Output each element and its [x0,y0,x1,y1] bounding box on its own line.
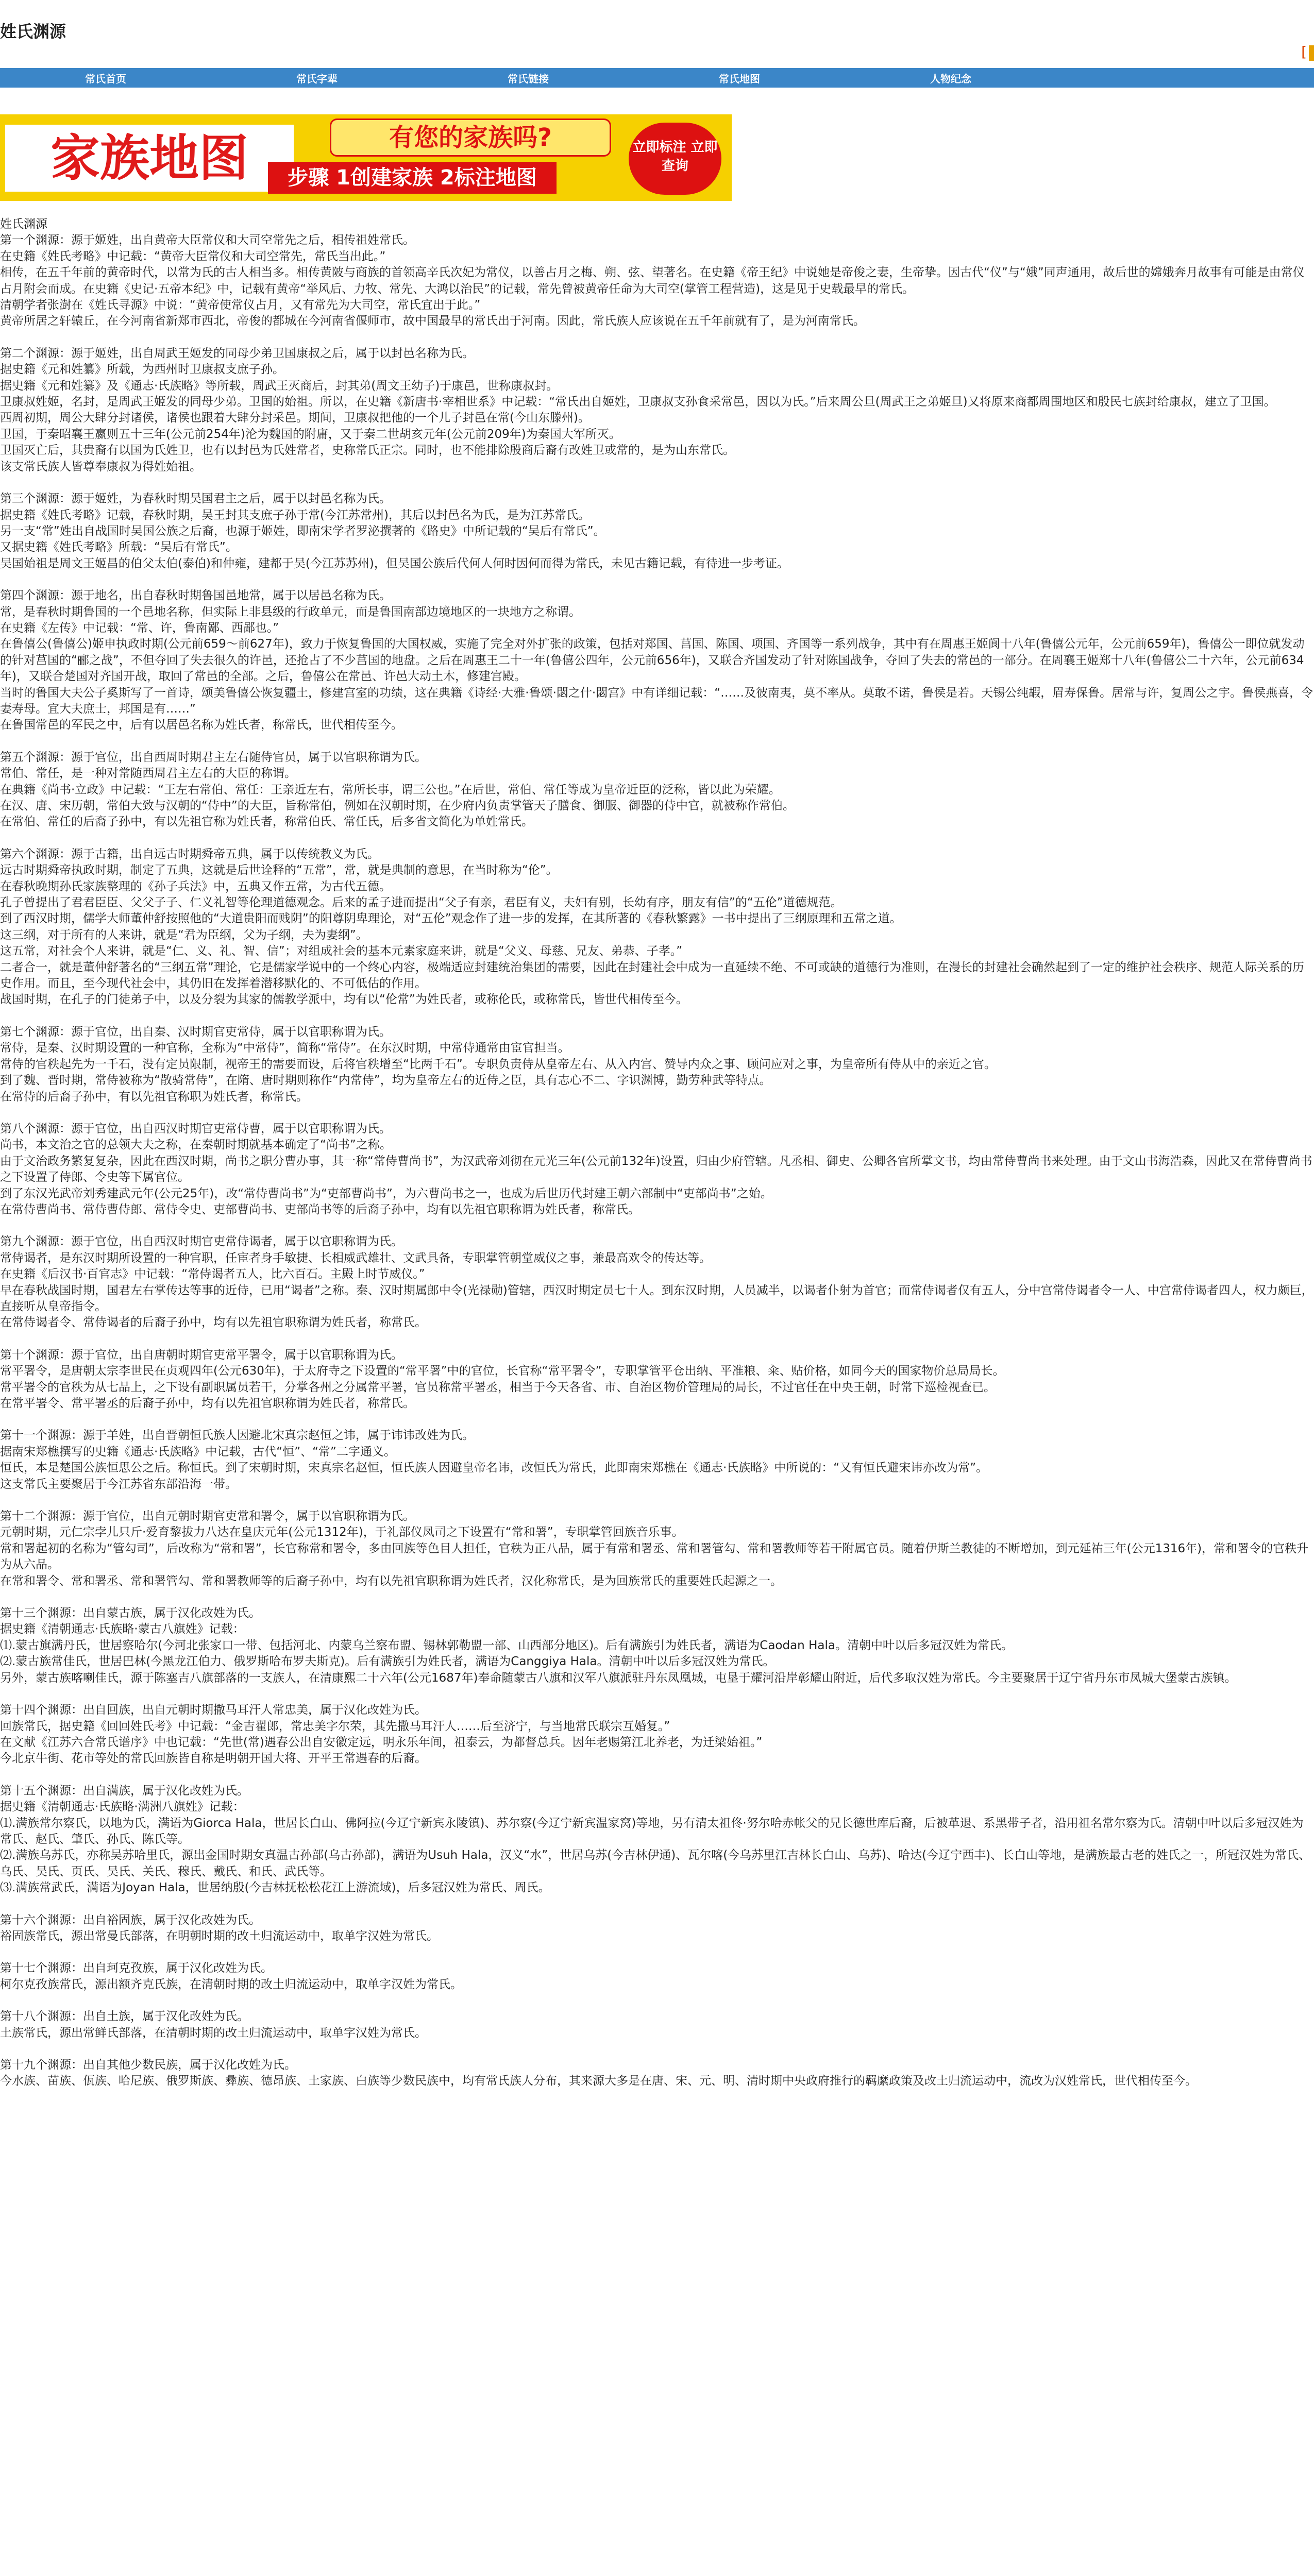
article-paragraph: 第十个渊源：源于官位，出自唐朝时期官吏常平署令，属于以官职称谓为氏。 [0,1348,403,1362]
article-paragraph: 在常伯、常任的后裔子孙中，有以先祖官称为姓氏者，称常伯氏、常任氏，后多省文简化为单姓常氏。 [0,815,533,829]
article-paragraph: 该支常氏族人皆尊奉康叔为得姓始祖。 [0,460,201,473]
article-paragraph: 第九个渊源：源于官位，出自西汉时期官吏常侍谒者，属于以官职称谓为氏。 [0,1235,403,1249]
article-paragraph: 到了魏、晋时期，常侍被称为“散骑常侍”，在隋、唐时期则称作“内常侍”，均为皇帝左右的近侍之臣，具有志心不二、字识渊博，勤劳种武等特点。 [0,1074,771,1088]
article-paragraph: 第十七个渊源：出自珂克孜族，属于汉化改姓为氏。 [0,1961,273,1975]
paragraph-gap [0,1331,1314,1347]
article-paragraph: 裕固族常氏，源出常曼氏部落，在明朝时期的改土归流运动中，取单字汉姓为常氏。 [0,1929,439,1943]
article-paragraph: 常和署起初的名称为“管勾司”，后改称为“常和署”，长官称常和署令，多由回族等色目人担任，官秩为正八品，属于有常和署丞、常和署管勾、常和署教师等若干附属官员。随着伊斯兰教徒的不断增加，到元延祐三年(公元1316年)，常和署令的官秩升为从六品。 [0,1541,1309,1572]
article-paragraph: 第四个渊源：源于地名，出自春秋时期鲁国邑地常，属于以居邑名称为氏。 [0,589,391,603]
paragraph-gap [0,1944,1314,1960]
article-paragraph: ⑴.满族常尔察氏，以地为氏，满语为Giorca Hala，世居长白山、佛阿拉(今辽宁新宾永陵镇)、苏尔察(今辽宁新宾温家窝)等地，另有清太祖佟·努尔哈赤帐父的兄长德世库后裔，后被革退、系黑带子者，沿用祖名常尔察为氏。清朝中叶以后多冠汉姓为常氏、赵氏、肇氏、孙氏、陈氏等。 [0,1816,1304,1846]
top-navbar [0,68,1314,88]
article-paragraph: 据史籍《清朝通志·氏族略·蒙古八旗姓》记载： [0,1622,245,1636]
article-paragraph: 清朝学者张澍在《姓氏寻源》中说：“黄帝使常仪占月，又有常先为大司空，常氏宜出于此。” [0,298,481,312]
article-paragraph: 在史籍《后汉书·百官志》中记载：“常侍谒者五人，比六百石。主殿上时节威仪。” [0,1267,425,1281]
article-paragraph: 据史籍《元和姓纂》所载，为西州时卫康叔支庶子孙。 [0,363,284,377]
article-paragraph: 第八个渊源：源于官位，出自西汉时期官吏常侍曹，属于以官职称谓为氏。 [0,1122,391,1136]
paragraph-gap [0,1218,1314,1234]
nav-item-links[interactable]: 常氏链接 [508,72,549,85]
article-paragraph: ⑶.满族常武氏，满语为Joyan Hala，世居纳殷(今吉林抚松松花江上游流域)，后多冠汉姓为常氏、周氏。 [0,1881,550,1895]
paragraph-gap [0,475,1314,491]
article-paragraph: 今水族、苗族、佤族、哈尼族、俄罗斯族、彝族、德昂族、土家族、白族等少数民族中，均有常氏族人分布，其来源大多是在唐、宋、元、明、清时期中央政府推行的羁縻政策及改土归流运动中，流改为汉姓常氏，世代相传至今。 [0,2074,1197,2088]
article-paragraph: 卫国，于秦昭襄王嬴则五十三年(公元前254年)沦为魏国的附庸，又于秦二世胡亥元年(公元前209年)为秦国大军所灭。 [0,427,621,441]
article-paragraph: 这三纲，对于所有的人来讲，就是“君为臣纲，父为子纲，夫为妻纲”。 [0,928,368,942]
article-paragraph: 常侍，是秦、汉时期设置的一种官称，全称为“中常侍”，简称“常侍”。在东汉时期，中常侍通常由宦官担当。 [0,1041,570,1055]
article-paragraph: 第十八个渊源：出自土族，属于汉化改姓为氏。 [0,2010,249,2024]
paragraph-gap [0,2041,1314,2057]
paragraph-gap [0,1993,1314,2009]
banner-action-button[interactable]: 立即标注 立即查询 [629,123,721,195]
article-paragraph: 相传，在五千年前的黄帝时代，以常为氏的古人相当多。相传黄陂与商族的首领高辛氏次妃为常仪，以善占月之梅、朔、弦、望著名。在史籍《帝王纪》中说她是帝俊之妻，生帝挚。因古代“仪”与“娥”同声通用，故后世的嫦娥奔月故事有可能是由常仪占月附会而成。在史籍《史记·五帝本纪》中，记载有黄帝“举风后、力牧、常先、大鸿以治民”的记载，常先曾被黄帝任命为大司空(掌管工程营造)，这是见于史载最早的常氏。 [0,266,1305,296]
article-paragraph: 二者合一，就是董仲舒著名的“三纲五常”理论，它是儒家学说中的一个终心内容，极端适应封建统治集团的需要，因此在封建社会中成为一直延续不绝、不可或缺的道德行为准则，在漫长的封建社会确然起到了一定的维护社会秩序、规范人际关系的历史作用。而且，至今现代社会中，其仍旧在发挥着潜移默化的、不可低估的作用。 [0,960,1304,991]
article-paragraph: 卫国灭亡后，其贵裔有以国为氏姓卫，也有以封邑为氏姓常者，史称常氏正宗。同时，也不能排除殷商后裔有改姓卫或常的，是为山东常氏。 [0,444,735,457]
banner-question: 有您的家族吗? [330,118,611,157]
article-paragraph: 在典籍《尚书·立政》中记载：“王左右常伯、常任：王亲近左右，常所长事，谓三公也。”在后世，常伯、常任等成为皇帝近臣的泛称，皆以此为荣耀。 [0,783,781,796]
article-paragraph: 在春秋晚期孙氏家族整理的《孙子兵法》中，五典又作五常，为古代五德。 [0,879,391,893]
article-paragraph: 到了东汉光武帝刘秀建武元年(公元25年)，改“常侍曹尚书”为“吏部曹尚书”，为六曹尚书之一，也成为后世历代封建王朝六部制中“吏部尚书”之始。 [0,1187,772,1200]
article-paragraph: 另外，蒙古族喀喇佳氏，源于陈塞吉八旗部落的一支族人，在清康熙二十六年(公元1687年)奉命随蒙古八旗和汉军八旗派驻丹东凤凰城，屯垦于耀河沿岸彰耀山附近，后代多取汉姓为常氏。今主要聚居于辽宁省丹东市凤城大堡蒙古族镇。 [0,1671,1237,1685]
article-paragraph: 在文献《江苏六合常氏谱序》中也记载：“先世(常)遇春公出自安徽定远，明永乐年间，祖泰云，为都督总兵。因年老赐第江北养老，为迁梁始祖。” [0,1735,763,1749]
article-paragraph: 在常侍谒者令、常侍谒者的后裔子孙中，均有以先祖官职称谓为姓氏者，称常氏。 [0,1316,427,1330]
paragraph-gap [0,1686,1314,1702]
paragraph-gap [0,1767,1314,1783]
article-paragraph: 据南宋郑樵撰写的史籍《通志·氏族略》中记载，古代“恒”、“常”二字通义。 [0,1445,396,1459]
article-paragraph: 第二个渊源：源于姬姓，出自周武王姬发的同母少弟卫国康叔之后，属于以封邑名称为氏。 [0,346,474,360]
paragraph-gap [0,1412,1314,1428]
article-paragraph: 第十六个渊源：出自裕固族，属于汉化改姓为氏。 [0,1913,261,1927]
article-paragraph: 第十九个渊源：出自其他少数民族，属于汉化改姓为氏。 [0,2058,296,2072]
nav-item-memorial[interactable]: 人物纪念 [930,72,971,85]
article-paragraph: 常侍谒者，是东汉时期所设置的一种官职，任宦者身手敏捷、长相威武雄壮、文武具备，专职掌管朝堂威仪之事，兼最高欢令的传达等。 [0,1251,711,1265]
paragraph-gap [0,831,1314,846]
article-paragraph: 西周初期，周公大肆分封诸侯，诸侯也跟着大肆分封采邑。期间，卫康叔把他的一个儿子封邑在常(今山东滕州)。 [0,411,590,425]
article-paragraph: 第十四个渊源：出自回族，出自元朝时期撒马耳汗人常忠美，属于汉化改姓为氏。 [0,1703,427,1717]
article-paragraph: 在史籍《左传》中记载：“常、许，鲁南鄙、西鄙也。” [0,621,279,635]
article-paragraph: 第十一个渊源：源于羊姓，出自晋朝恒氏族人因避北宋真宗赵恒之讳，属于讳讳改姓为氏。 [0,1429,474,1443]
article-paragraph: 在鲁国常邑的军民之中，后有以居邑名称为姓氏者，称常氏，世代相传至今。 [0,718,403,732]
banner-main-text: 家族地图 [5,125,294,192]
paragraph-gap [0,1493,1314,1509]
article-paragraph: 柯尔克孜族常氏，源出额齐克氏族，在清朝时期的改土归流运动中，取单字汉姓为常氏。 [0,1977,462,1991]
family-map-banner[interactable] [0,114,732,201]
corner-glyph: [ [1301,43,1307,60]
article-paragraph: 黄帝所居之轩辕丘，在今河南省新郑市西北，帝俊的都城在今河南省偃师市，故中国最早的常氏出于河南。因此，常氏族人应该说在五千年前就有了，是为河南常氏。 [0,314,865,328]
article-paragraph: 恒氏，本是楚国公族恒思公之后。称恒氏。到了宋朝时期，宋真宗名赵恒，恒氏族人因避皇帝名讳，改恒氏为常氏，此即南宋郑樵在《通志·氏族略》中所说的：“又有恒氏避宋讳亦改为常”。 [0,1461,988,1475]
article-paragraph: 第六个渊源：源于古籍，出自远古时期舜帝五典，属于以传统教义为氏。 [0,847,379,861]
article-paragraph: ⑴.蒙古旗满丹氏，世居察哈尔(今河北张家口一带、包括河北、内蒙乌兰察布盟、锡林郭勒盟一部、山西部分地区)。后有满族引为姓氏者，满语为Caodan Hala。清朝中叶以后多冠汉姓为常氏。 [0,1638,1013,1652]
article-paragraph: 在常平署令、常平署丞的后裔子孙中，均有以先祖官职称谓为姓氏者，称常氏。 [0,1397,415,1410]
article-paragraph: 第十二个渊源：源于官位，出自元朝时期官吏常和署令，属于以官职称谓为氏。 [0,1510,415,1523]
article-paragraph: 远古时期舜帝执政时期，制定了五典，这就是后世诠释的“五常”，常，就是典制的意思，在当时称为“伦”。 [0,863,558,877]
article-paragraph: 这五常，对社会个人来讲，就是“仁、义、礼、智、信”；对组成社会的基本元素家庭来讲，就是“父义、母慈、兄友、弟恭、子孝。” [0,944,683,958]
article-paragraph: ⑵.蒙古族常佳氏，世居巴林(今黑龙江伯力、俄罗斯哈布罗夫斯克)。后有满族引为姓氏者，满语为Canggiya Hala。清朝中叶以后多冠汉姓为常氏。 [0,1655,775,1669]
article-heading: 姓氏渊源 [0,217,47,231]
article-paragraph: 常侍的官秩起先为一千石，没有定员限制，视帝王的需要而设，后将官秩增至“比两千石”。专职负责侍从皇帝左右、从入内宫、赞导内众之事、顾问应对之事，为皇帝所有侍从中的亲近之官。 [0,1057,996,1071]
corner-mark [1301,43,1314,61]
article-paragraph: 据史籍《元和姓纂》及《通志·氏族略》等所载，周武王灭商后，封其弟(周文王幼子)于康邑，世称康叔封。 [0,379,559,393]
article-paragraph: 在史籍《姓氏考略》中记载：“黄帝大臣常仪和大司空常先，常氏当出此。” [0,249,386,263]
article-paragraph: 常，是春秋时期鲁国的一个邑地名称，但实际上非县级的行政单元，而是鲁国南部边境地区的一块地方之称谓。 [0,605,581,619]
article-paragraph: 土族常氏，源出常鲜氏部落，在清朝时期的改土归流运动中，取单字汉姓为常氏。 [0,2026,427,2040]
article-paragraph: 据史籍《姓氏考略》记载，春秋时期，吴王封其支庶子孙于常(今江苏常州)，其后以封邑名为氏，是为江苏常氏。 [0,508,590,522]
article-paragraph: 卫康叔姓姬，名封，是周武王姬发的同母少弟。卫国的始祖。所以，在史籍《新唐书·宰相世系》中记载：“常氏出自姬姓，卫康叔支孙食采常邑，因以为氏。”后来周公旦(周武王之弟姬旦)又将原来商都周围地区和殷民七族封给康叔，建立了卫国。 [0,395,1276,409]
article-paragraph: 在鲁僖公(鲁僖公)姬申执政时期(公元前659～前627年)，致力于恢复鲁国的大国权威，实施了完全对外扩张的政策，包括对郑国、莒国、陈国、项国、齐国等一系列战争，其中有在周惠王姬阆十八年(鲁僖公元年，公元前659年)，鲁僖公一即位就发动的针对莒国的“郦之战”，不但夺回了失去很久的许邑，还抢占了不少莒国的地盘。之后在周惠王二十一年(鲁僖公四年，公元前656年)，又联合齐国发动了针对陈国战争，夺回了失去的常邑的一部分。在周襄王姬郑十八年(鲁僖公二十六年，公元前634年)，又联合楚国对齐国开战，取回了常邑的全部。之后，鲁僖公在常邑、许邑大动土木，修建宫殿。 [0,637,1305,684]
article-paragraph: 早在春秋战国时期，国君左右掌传达等事的近侍，已用“谒者”之称。秦、汉时期属郎中令(光禄勋)管辖，西汉时期定员七十人。到东汉时期，人员减半，以谒者仆射为首官；而常侍谒者仅有五人，分中宫常侍谒者令一人、中宫常侍谒者四人，权力颇巨，直接听从皇帝指令。 [0,1283,1313,1313]
page-title: 姓氏渊源 [0,22,66,41]
paragraph-gap [0,1589,1314,1605]
article-paragraph: 由于文治政务繁复复杂，因此在西汉时期，尚书之职分曹办事，其一称“常侍曹尚书”，为汉武帝刘彻在元光三年(公元前132年)设置，归由少府管辖。凡丞相、御史、公卿各官所掌文书，均由常侍曹尚书来处理。由于文山书海浩森，因此又在常侍曹尚书之下设置了侍郎、令史等下属官位。 [0,1154,1312,1184]
article-paragraph: 第十三个渊源：出自蒙古族，属于汉化改姓为氏。 [0,1606,261,1620]
paragraph-gap [0,1008,1314,1024]
article-paragraph: 到了西汉时期，儒学大师董仲舒按照他的“大道贵阳而贱阴”的阳尊阴卑理论，对“五伦”观念作了进一步的发挥，在其所著的《春秋繁露》一书中提出了三纲原理和五常之道。 [0,912,902,926]
paragraph-gap [0,1896,1314,1912]
article-paragraph: 回族常氏，据史籍《回回姓氏考》中记载：“金吉翟郎，常忠美字尔荣，其先撒马耳汗人……后至济宁，与当地常氏联宗互婚复。” [0,1719,670,1733]
article-paragraph: 在汉、唐、宋历朝，常伯大致与汉朝的“侍中”的大臣，旨称常伯，例如在汉朝时期，在少府内负责掌管天子膳食、御服、御器的侍中官，就被称作常伯。 [0,799,795,812]
article-paragraph: ⑵.满族乌苏氏，亦称吴苏哈里氏，源出金国时期女真温古孙部(乌古孙部)，满语为Usuh Hala，汉义“水”，世居乌苏(今吉林伊通)、瓦尔喀(今乌苏里江吉林长白山、乌苏)、哈达(今辽宁西丰)、长白山等地，是满族最古老的姓氏之一，所冠汉姓为常氏、乌氏、吴氏、页氏、吴氏、关氏、穆氏、戴氏、和氏、武氏等。 [0,1849,1311,1878]
paragraph-gap [0,572,1314,588]
article-body [0,216,1314,2090]
paragraph-gap [0,330,1314,346]
banner-steps: 步骤 1创建家族 2标注地图 [268,162,557,194]
article-paragraph: 第七个渊源：源于官位，出自秦、汉时期官吏常侍，属于以官职称谓为氏。 [0,1025,391,1039]
article-paragraph: 尚书，本文治之官的总领大夫之称，在秦朝时期就基本确定了“尚书”之称。 [0,1138,392,1152]
article-paragraph: 第十五个渊源：出自满族，属于汉化改姓为氏。 [0,1784,249,1798]
article-paragraph: 常平署令的官秩为从七品上，之下设有副职属员若干，分掌各州之分属常平署，官员称常平署丞，相当于今天各省、市、自治区物价管理局的局长，不过官任在中央王朝，时常下巡检视查已。 [0,1380,996,1394]
article-paragraph: 这支常氏主要聚居于今江苏省东部沿海一带。 [0,1477,237,1491]
article-paragraph: 当时的鲁国大夫公子奚斯写了一首诗，颂美鲁僖公恢复疆土，修建宫室的功绩，这在典籍《诗经·大雅·鲁颂·閟之什·閟宫》中有详细记载：“……及彼南夷，莫不率从。莫敢不诺，鲁侯是若。天锡公纯嘏，眉寿保鲁。居常与许，复周公之宇。鲁侯燕喜，令妻寿母。宜大夫庶士，邦国是有……” [0,686,1313,716]
article-paragraph: 常平署令，是唐朝太宗李世民在贞观四年(公元630年)，于太府寺之下设置的“常平署”中的官位，长官称“常平署令”，专职掌管平仓出纳、平准粮、籴、贴价格，如同今天的国家物价总局局长。 [0,1364,1005,1378]
article-paragraph: 在常侍曹尚书、常侍曹侍郎、常侍令史、吏部曹尚书、吏部尚书等的后裔子孙中，均有以先祖官职称谓为姓氏者，称常氏。 [0,1202,640,1216]
article-paragraph: 常伯、常任，是一种对常随西周君主左右的大臣的称谓。 [0,767,296,781]
nav-item-generation-names[interactable]: 常氏字辈 [296,72,338,85]
article-paragraph: 战国时期，在孔子的门徒弟子中，以及分裂为其家的儒教学派中，均有以“伦常”为姓氏者，或称伦氏，或称常氏，皆世代相传至今。 [0,993,688,1007]
paragraph-gap [0,1105,1314,1121]
article-paragraph: 元朝时期，元仁宗孛儿只斤·爱育黎拔力八达在皇庆元年(公元1312年)，于礼部仪凤司之下设置有“常和署”，专职掌管回族音乐事。 [0,1526,684,1539]
article-paragraph: 孔子曾提出了君君臣臣、父父子子、仁义礼智等伦理道德观念。后来的孟子进而提出“父子有亲，君臣有义，夫妇有别，长幼有序，朋友有信”的“五伦”道德规范。 [0,896,843,910]
article-paragraph: 吴国始祖是周文王姬昌的伯父太伯(泰伯)和仲雍，建都于吴(今江苏苏州)，但吴国公族后代何人何时因何而得为常氏，未见古籍记载，有待进一步考证。 [0,556,789,570]
article-paragraph: 在常侍的后裔子孙中，有以先祖官称职为姓氏者，称常氏。 [0,1090,308,1104]
article-paragraph: 另一支“常”姓出自战国时吴国公族之后裔，也源于姬姓，即南宋学者罗泌撰著的《路史》中所记载的“吴后有常氏”。 [0,524,605,538]
nav-item-home[interactable]: 常氏首页 [85,72,126,85]
paragraph-gap [0,734,1314,750]
nav-item-map[interactable]: 常氏地图 [719,72,760,85]
article-paragraph: 第三个渊源：源于姬姓，为春秋时期吴国君主之后，属于以封邑名称为氏。 [0,492,391,506]
article-paragraph: 第一个渊源：源于姬姓，出自黄帝大臣常仪和大司空常先之后，相传祖姓常氏。 [0,233,415,247]
article-paragraph: 据史籍《清朝通志·氏族略·满洲八旗姓》记载： [0,1800,245,1814]
article-paragraph: 又据史籍《姓氏考略》所载：“吴后有常氏”。 [0,540,238,554]
article-paragraph: 第五个渊源：源于官位，出自西周时期君主左右随侍官员，属于以官职称谓为氏。 [0,750,427,764]
article-paragraph: 在常和署令、常和署丞、常和署管勾、常和署教师等的后裔子孙中，均有以先祖官职称谓为姓氏者，汉化称常氏，是为回族常氏的重要姓氏起源之一。 [0,1574,782,1588]
article-paragraph: 今北京牛街、花市等处的常氏回族皆自称是明朝开国大将、开平王常遇春的后裔。 [0,1752,427,1766]
